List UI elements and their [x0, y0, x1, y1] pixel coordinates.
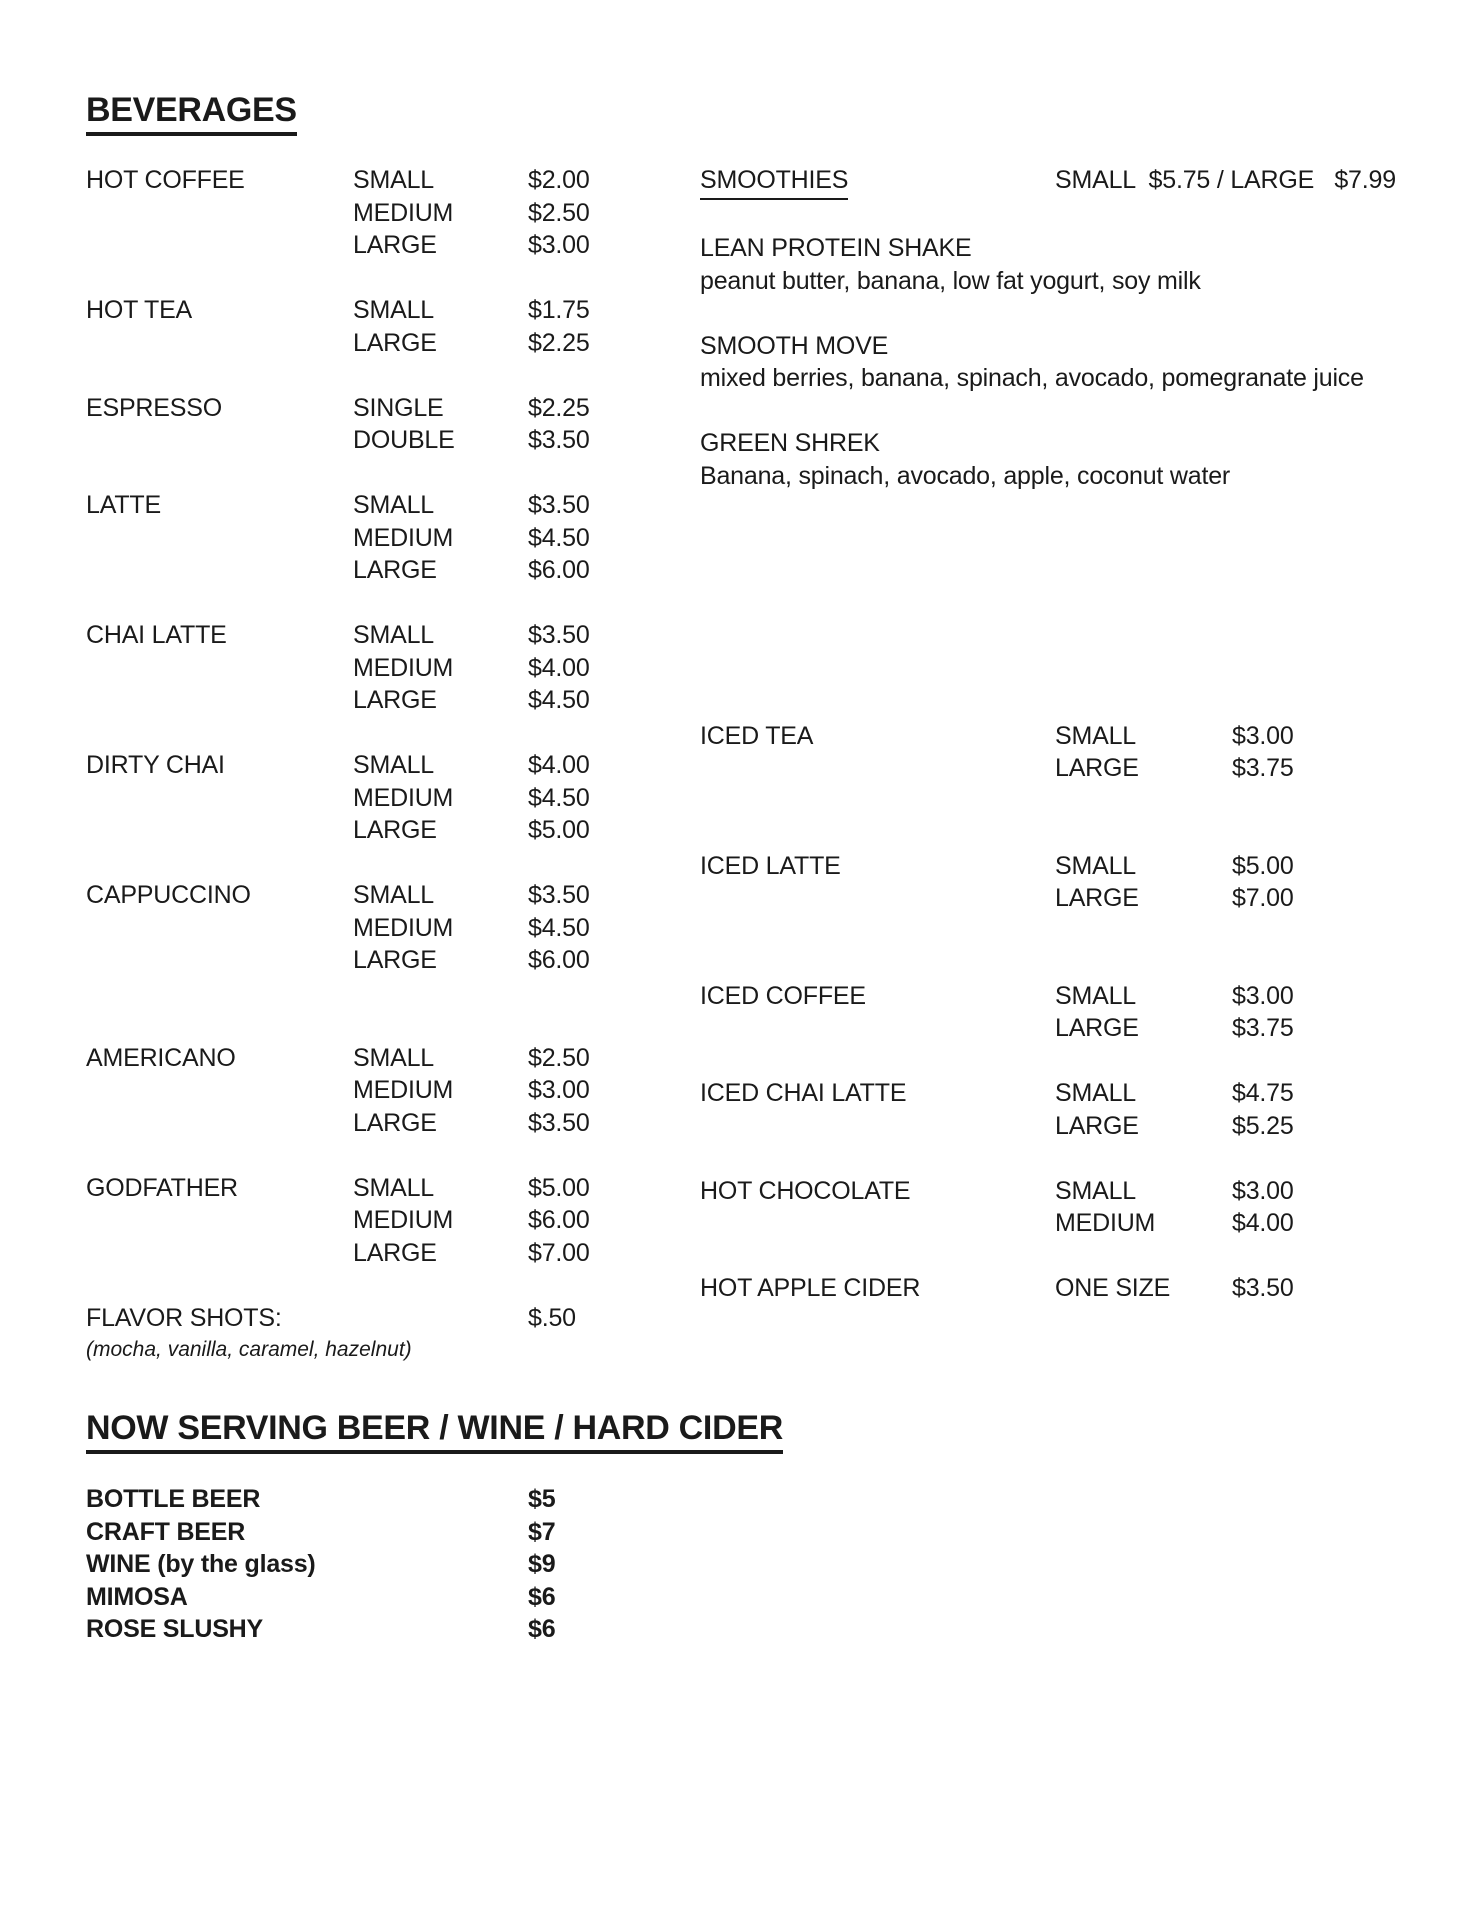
item-name: GODFATHER [86, 1173, 238, 1202]
price-value: $2.00 [528, 166, 590, 194]
price-value: $6.00 [528, 556, 590, 584]
size-label: SMALL [353, 751, 434, 779]
size-label: SMALL [353, 1043, 434, 1072]
smoothies-title: SMOOTHIES [700, 164, 848, 200]
price-value: $3.50 [528, 491, 590, 519]
spacer [86, 554, 353, 587]
price-value: $7.00 [1232, 884, 1294, 912]
item-name: ROSE SLUSHY [86, 1615, 263, 1643]
size-label: LARGE [353, 816, 437, 844]
size-label: LARGE [1055, 1111, 1139, 1140]
alcohol-item-wine [86, 1548, 555, 1581]
smoothies-price-line: SMALL $5.75 / LARGE $7.99 [1055, 166, 1396, 194]
item-name: ICED CHAI LATTE [700, 1079, 907, 1107]
alcohol-item-craft-beer [86, 1516, 555, 1549]
smoothie-ingredients: Banana, spinach, avocado, apple, coconut water [700, 461, 1231, 490]
size-label: SMALL [353, 881, 434, 909]
price-value: $4.50 [528, 523, 590, 552]
price-value: $3.00 [1232, 721, 1294, 750]
menu-item-godfather [86, 1172, 666, 1270]
spacer [86, 912, 353, 945]
price-value: $.50 [528, 1303, 576, 1332]
spacer [353, 1302, 528, 1335]
spacer [86, 782, 353, 815]
price-value: $4.00 [1232, 1209, 1294, 1237]
menu-item-latte [86, 489, 666, 587]
spacer [86, 1204, 353, 1237]
size-label: LARGE [1055, 754, 1139, 782]
price-value: $7 [528, 1517, 556, 1546]
price-value: $2.25 [528, 393, 590, 422]
menu-item-flavor-shots [86, 1302, 666, 1367]
size-label: MEDIUM [353, 653, 454, 682]
smoothies-and-cold-column [700, 164, 1462, 1305]
size-label: SMALL [353, 491, 434, 519]
item-name: CHAI LATTE [86, 621, 227, 649]
size-label: MEDIUM [353, 1206, 454, 1234]
size-label: LARGE [353, 686, 437, 714]
spacer [86, 944, 353, 977]
size-label: MEDIUM [353, 913, 454, 942]
spacer [86, 327, 353, 360]
size-label: SMALL [353, 621, 434, 649]
price-value: $6 [528, 1615, 556, 1643]
menu-item-hot-coffee [86, 164, 666, 262]
price-value: $6.00 [528, 1206, 590, 1234]
smoothies-header [700, 164, 1462, 200]
smoothie-ingredients: peanut butter, banana, low fat yogurt, soy milk [700, 266, 1201, 295]
smoothie-lean-protein-shake [700, 232, 1462, 297]
price-value: $4.50 [528, 913, 590, 942]
price-value: $3.75 [1232, 1014, 1294, 1042]
price-value: $9 [528, 1550, 556, 1578]
alcohol-list [86, 1483, 555, 1646]
alcohol-item-mimosa [86, 1581, 555, 1614]
size-label: ONE SIZE [1055, 1274, 1171, 1302]
alcohol-item-bottle-beer [86, 1483, 555, 1516]
smoothie-name: LEAN PROTEIN SHAKE [700, 234, 972, 262]
price-value: $4.50 [528, 686, 590, 714]
spacer [86, 1237, 353, 1270]
item-name: HOT CHOCOLATE [700, 1176, 911, 1205]
size-label: LARGE [353, 1238, 437, 1267]
item-name: ICED TEA [700, 721, 814, 750]
spacer [86, 522, 353, 555]
size-label: DOUBLE [353, 426, 455, 454]
menu-item-iced-coffee [700, 980, 1462, 1045]
menu-item-dirty-chai [86, 749, 666, 847]
size-label: SMALL [353, 166, 434, 194]
item-name: MIMOSA [86, 1582, 188, 1611]
spacer [86, 684, 353, 717]
price-value: $3.50 [528, 881, 590, 909]
hot-drinks-column [86, 164, 666, 1367]
spacer [86, 814, 353, 847]
size-label: MEDIUM [353, 1076, 454, 1104]
spacer [700, 882, 1055, 915]
spacer [700, 1110, 1055, 1143]
price-value: $3.75 [1232, 754, 1294, 782]
price-value: $3.00 [1232, 1176, 1294, 1205]
spacer [86, 424, 353, 457]
smoothie-ingredients: mixed berries, banana, spinach, avocado, pomegranate juice [700, 364, 1364, 392]
item-name: AMERICANO [86, 1043, 236, 1072]
size-label: LARGE [1055, 1014, 1139, 1042]
menu-item-cappuccino [86, 879, 666, 977]
flavor-shots-note: (mocha, vanilla, caramel, hazelnut) [86, 1338, 412, 1361]
price-value: $3.00 [528, 231, 590, 259]
price-value: $3.50 [1232, 1274, 1294, 1302]
smoothie-name: GREEN SHREK [700, 429, 880, 457]
size-label: MEDIUM [353, 523, 454, 552]
item-name: LATTE [86, 491, 161, 519]
size-label: SMALL [353, 296, 434, 324]
price-value: $2.25 [528, 328, 590, 357]
price-value: $5.00 [528, 1173, 590, 1202]
size-label: SINGLE [353, 393, 444, 422]
spacer [86, 1074, 353, 1107]
price-value: $3.50 [528, 1108, 590, 1137]
price-value: $1.75 [528, 296, 590, 324]
beverages-title-text: BEVERAGES [86, 90, 297, 136]
spacer [86, 1107, 353, 1140]
price-value: $6.00 [528, 946, 590, 974]
price-value: $5.00 [1232, 851, 1294, 880]
smoothies-title-cell [700, 164, 1055, 200]
spacer [86, 197, 353, 230]
price-value: $2.50 [528, 198, 590, 227]
menu-item-hot-apple-cider [700, 1272, 1462, 1305]
menu-item-chai-latte [86, 619, 666, 717]
price-value: $3.00 [528, 1076, 590, 1104]
price-value: $4.75 [1232, 1079, 1294, 1107]
price-value: $7.00 [528, 1238, 590, 1267]
item-name: HOT TEA [86, 296, 193, 324]
menu-item-hot-tea [86, 294, 666, 359]
size-label: LARGE [1055, 884, 1139, 912]
item-name: BOTTLE BEER [86, 1485, 261, 1513]
price-value: $6 [528, 1582, 556, 1611]
beverages-title [86, 90, 297, 136]
size-label: MEDIUM [353, 783, 454, 812]
item-name: FLAVOR SHOTS: [86, 1303, 282, 1332]
size-label: LARGE [353, 231, 437, 259]
item-name: CAPPUCCINO [86, 881, 251, 909]
size-label: SMALL [353, 1173, 434, 1202]
smoothie-smooth-move [700, 330, 1462, 395]
item-name: HOT COFFEE [86, 166, 245, 194]
size-label: SMALL [1055, 1079, 1136, 1107]
price-value: $2.50 [528, 1043, 590, 1072]
item-name: WINE (by the glass) [86, 1550, 316, 1578]
size-label: LARGE [353, 1108, 437, 1137]
size-label: MEDIUM [353, 198, 454, 227]
spacer [700, 1012, 1055, 1045]
spacer [700, 1207, 1055, 1240]
menu-item-hot-chocolate [700, 1175, 1462, 1240]
size-label: LARGE [353, 328, 437, 357]
size-label: LARGE [353, 946, 437, 974]
item-name: ESPRESSO [86, 393, 222, 422]
spacer [700, 752, 1055, 785]
alcohol-section-title-text: NOW SERVING BEER / WINE / HARD CIDER [86, 1408, 783, 1454]
price-value: $4.00 [528, 751, 590, 779]
spacer [86, 652, 353, 685]
size-label: SMALL [1055, 981, 1136, 1010]
alcohol-section-title [86, 1408, 783, 1454]
item-name: CRAFT BEER [86, 1517, 246, 1546]
smoothie-green-shrek [700, 427, 1462, 492]
size-label: MEDIUM [1055, 1209, 1156, 1237]
price-value: $3.00 [1232, 981, 1294, 1010]
item-name: DIRTY CHAI [86, 751, 225, 779]
price-value: $5.00 [528, 816, 590, 844]
size-label: LARGE [353, 556, 437, 584]
smoothie-name: SMOOTH MOVE [700, 331, 889, 360]
item-name: ICED LATTE [700, 851, 841, 880]
price-value: $5 [528, 1485, 556, 1513]
alcohol-item-rose-slushy [86, 1613, 555, 1646]
price-value: $5.25 [1232, 1111, 1294, 1140]
size-label: SMALL [1055, 721, 1136, 750]
price-value: $4.00 [528, 653, 590, 682]
price-value: $3.50 [528, 621, 590, 649]
item-name: HOT APPLE CIDER [700, 1274, 921, 1302]
menu-item-espresso [86, 392, 666, 457]
price-value: $3.50 [528, 426, 590, 454]
menu-item-iced-latte [700, 850, 1462, 915]
menu-item-iced-tea [700, 720, 1462, 785]
menu-item-iced-chai-latte [700, 1077, 1462, 1142]
menu-item-americano [86, 1042, 666, 1140]
spacer [86, 229, 353, 262]
size-label: SMALL [1055, 1176, 1136, 1205]
size-label: SMALL [1055, 851, 1136, 880]
price-value: $4.50 [528, 783, 590, 812]
item-name: ICED COFFEE [700, 981, 866, 1010]
